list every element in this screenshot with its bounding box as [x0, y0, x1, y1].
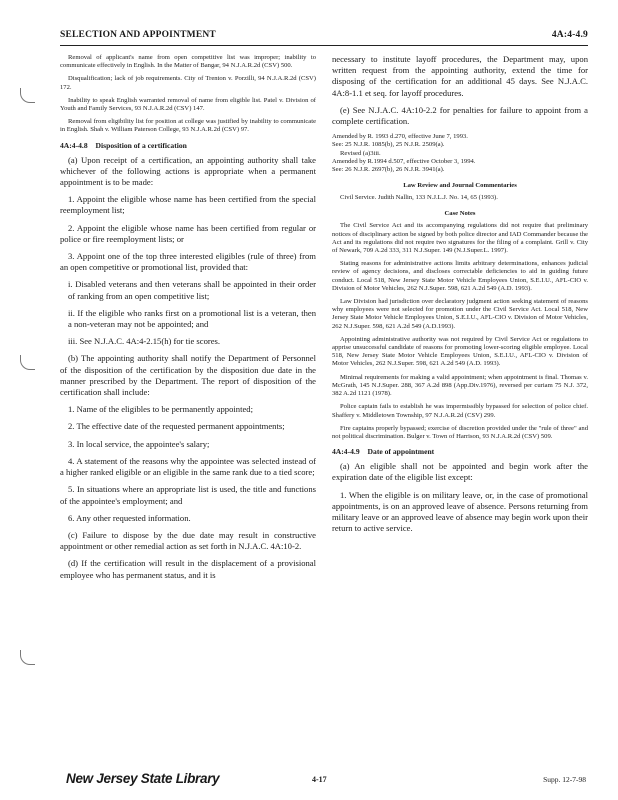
history-line: Revised (a)3iii.: [340, 149, 381, 157]
paragraph: (d) If the certification will result in the displacement of a provisional employee who has permanent status, and it is: [60, 558, 316, 580]
library-stamp-logo: New Jersey State Library: [66, 771, 220, 786]
section-number: 4A:4-4.8: [60, 140, 88, 150]
margin-mark: [20, 355, 35, 370]
header-title: SELECTION AND APPOINTMENT: [60, 30, 216, 40]
list-item: 3. In local service, the appointee's salary;: [68, 438, 210, 449]
header-rule: [60, 45, 588, 46]
paragraph: (a) Upon receipt of a certification, an appointing authority shall take whichever of the following actions is appropriate when a permanent appointment is to be made:: [60, 154, 316, 188]
list-item: 4. A statement of the reasons why the appointee was selected instead of a higher ranked eligible or an eligible in the same rank due to a tied score;: [60, 455, 316, 478]
section-title: Date of appointment: [367, 447, 435, 457]
case-note: Minimal requirements for making a valid appointment; when appointment is final. Thomas v. McGrath, 145 N.J.Super. 288, 367 A.2d 898 (App.Div.1976), reversed per curiam 75 N.J. 372, 382 A.2d 1121 (1978).: [332, 373, 588, 398]
list-item: 3. Appoint one of the top three interested eligibles (rule of three) from an open competitive or promotional list, provided that:: [60, 251, 316, 273]
case-note: Appointing administrative authority was not required by Civil Service Act or regulations to apprise unsuccessful candidate of reasons for promoting lower-scoring eligible employee. Local 518, New Jersey State Motor Vehicle Employees Union, S.E.I.U., AFL-CIO v. Division of Motor Vehicles, 262 N.J.Super. 598, 621 A.2d 549 (A.D. 1993).: [332, 335, 588, 368]
right-column: [332, 54, 588, 540]
list-item: 5. In situations where an appropriate list is used, the title and functions of the appointee's employment; and: [60, 484, 316, 506]
supplement-date: Supp. 12-7-98: [543, 775, 586, 784]
case-note: The Civil Service Act and its accompanying regulations did not require that preliminary notices of disciplinary action be signed by both police director and IAD Commander because the Act and its regulations did not require two signatures for the filing of a complaint. Grill v. City of Newark, 709 A.2d 333, 311 N.J.Super. 149 (N.J.Super.L. 1997).: [332, 222, 588, 255]
sub-list-item: ii. If the eligible who ranks first on a promotional list is a veteran, then a non-veteran may not be appointed; and: [68, 307, 316, 330]
list-item: 1. Name of the eligibles to be permanently appointed;: [68, 404, 253, 415]
paragraph: necessary to institute layoff procedures, the Department may, upon written request from the appointing authority, extend the time for disposing of the certification for an additional 45 days. See N.J.A.C. 4A:8-1.1 et seq. for layoff procedures.: [332, 54, 588, 98]
history-line: Amended by R. 1993 d.270, effective June 7, 1993.: [332, 133, 468, 141]
sub-list-item: iii. See N.J.A.C. 4A:4-2.15(h) for tie scores.: [68, 336, 221, 347]
section-heading: [332, 447, 588, 457]
case-note: Removal of applicant's name from open competitive list was improper; inability to communicate effectively in English. In the Matter of Bangar, 94 N.J.A.R.2d (CSV) 500.: [60, 54, 316, 70]
case-note: Inability to speak English warranted removal of name from eligible list. Patel v. Division of Youth and Family Services, 93 N.J.A.R.2d (CSV) 147.: [60, 96, 316, 113]
case-note: Law Division had jurisdiction over declaratory judgment action seeking statement of reasons why employees were not selected for promotion under the Civil Service Act. Local 518, New Jersey State Motor Vehicle Employees Union, S.E.I.U., AFL-CIO v. Division of Motor Vehicles, 262 N.J.Super. 598, 621 A.2d 549 (A.D.1993).: [332, 298, 588, 330]
case-note: Removal from eligibility list for position at college was justified by inability to communicate in English. Shah v. William Paterson College, 93 N.J.A.R.2d (CSV) 97.: [60, 118, 316, 134]
list-item: 1. When the eligible is on military leave, or, in the case of promotional appointments, is on an approved leave of absence. Persons returning from military leave or an approved leave of absence may begin work upon their return to active service.: [332, 489, 588, 534]
list-item: 2. Appoint the eligible whose name has been certified from regular or police or fire reemployment lists; or: [60, 222, 316, 244]
section-heading: [60, 141, 316, 151]
case-note: Stating reasons for administrative actions limits arbitrary determinations, enhances judicial review of agency decisions, and discloses correctable deficiencies to aid in guiding future conduct. Local 518, New Jersey State Motor Vehicle Employees Union, S.E.I.U., AFL-CIO v. Division of Motor Vehicles, 262 N.J.Super. 598, 621 A.2d 549 (A.D. 1993).: [332, 260, 588, 292]
section-title: Disposition of a certification: [95, 140, 187, 150]
page-number: 4-17: [312, 775, 327, 784]
paragraph: (e) See N.J.A.C. 4A:10-2.2 for penalties for failure to appoint from a complete certification.: [332, 104, 588, 127]
case-note: Police captain fails to establish he was impermissibly bypassed for selection of police chief. Shaffery v. Middletown Township, 97 N.J.A.R.2d (CSV) 299.: [332, 403, 588, 419]
margin-mark: [20, 650, 35, 665]
sub-list-item: i. Disabled veterans and then veterans shall be appointed in their order of ranking from an open competitive list;: [68, 279, 316, 301]
running-header: [60, 30, 588, 44]
case-note: Fire captains properly bypassed; exercise of discretion provided under the "rule of three" and not political discrimination. Bulger v. Town of Harrison, 93 N.J.A.R.2d (CSV) 509.: [332, 424, 588, 440]
history-line: Amended by R.1994 d.507, effective October 3, 1994.: [332, 157, 476, 165]
margin-mark: [20, 88, 35, 103]
list-item: 1. Appoint the eligible whose name has been certified from the special reemployment list;: [60, 194, 316, 216]
law-review-heading: Law Review and Journal Commentaries: [403, 182, 517, 190]
history-line: See: 26 N.J.R. 2697(b), 26 N.J.R. 3941(a).: [332, 166, 445, 174]
paragraph: (c) Failure to dispose by the due date may result in constructive appointment or other remedial action as set forth in N.J.A.C. 4A:10-2.: [60, 529, 316, 552]
section-number: 4A:4-4.9: [332, 447, 360, 457]
list-item: 2. The effective date of the requested permanent appointments;: [68, 421, 285, 432]
case-notes-heading: Case Notes: [444, 210, 476, 218]
paragraph: (b) The appointing authority shall notify the Department of Personnel of the disposition of the certification by the disposition due date in the manner prescribed by the Department. The report of disposition of the certification shall include:: [60, 353, 316, 398]
history-line: See: 25 N.J.R. 1085(b), 25 N.J.R. 2509(a).: [332, 141, 445, 149]
case-note: Disqualification; lack of job requirements. City of Trenton v. Porzilli, 94 N.J.A.R.2d (CSV) 172.: [60, 75, 316, 91]
header-section-number: 4A:4-4.9: [551, 30, 588, 40]
law-review-entry: Civil Service. Judith Nallin, 133 N.J.L.J. No. 14, 65 (1993).: [340, 194, 498, 202]
paragraph: (a) An eligible shall not be appointed and begin work after the expiration date of the eligible list except:: [332, 461, 588, 483]
list-item: 6. Any other requested information.: [68, 512, 191, 523]
left-column: [60, 54, 316, 587]
